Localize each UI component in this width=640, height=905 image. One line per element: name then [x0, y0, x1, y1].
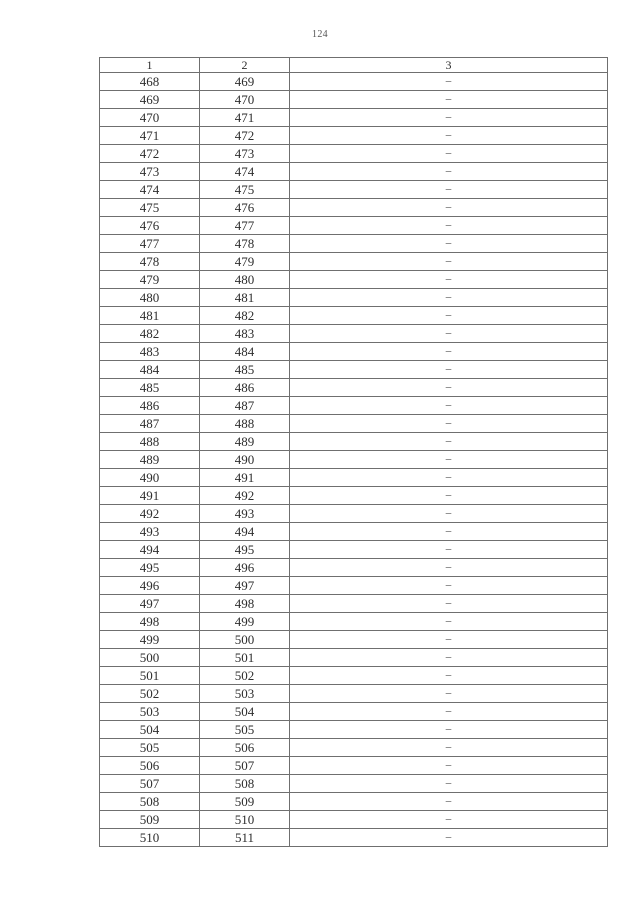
- table-cell-col1: 480: [100, 289, 200, 307]
- table-row: [100, 397, 608, 415]
- table-cell-col2: 490: [200, 451, 290, 469]
- table-row: [100, 523, 608, 541]
- table-cell-col2: 487: [200, 397, 290, 415]
- table-cell-col2: 504: [200, 703, 290, 721]
- table-row: [100, 73, 608, 91]
- table-row: [100, 91, 608, 109]
- table-cell-col1: 473: [100, 163, 200, 181]
- table-cell-col1: 507: [100, 775, 200, 793]
- table-cell-col1: 500: [100, 649, 200, 667]
- table-cell-col2: 496: [200, 559, 290, 577]
- table-cell-col1: 492: [100, 505, 200, 523]
- table-cell-col1: 485: [100, 379, 200, 397]
- table-cell-col3: –: [290, 613, 608, 631]
- table-cell-col2: 506: [200, 739, 290, 757]
- table-cell-col1: 489: [100, 451, 200, 469]
- table-cell-col3: –: [290, 163, 608, 181]
- table-cell-col2: 500: [200, 631, 290, 649]
- table-cell-col3: –: [290, 631, 608, 649]
- table-cell-col1: 478: [100, 253, 200, 271]
- column-header-2: 2: [200, 58, 290, 73]
- table-cell-col1: 474: [100, 181, 200, 199]
- table-row: [100, 775, 608, 793]
- table-cell-col2: 470: [200, 91, 290, 109]
- table-cell-col2: 505: [200, 721, 290, 739]
- table-cell-col3: –: [290, 73, 608, 91]
- table-cell-col2: 478: [200, 235, 290, 253]
- column-header-1: 1: [100, 58, 200, 73]
- table-cell-col2: 489: [200, 433, 290, 451]
- table-cell-col2: 475: [200, 181, 290, 199]
- table-row: [100, 289, 608, 307]
- table-cell-col3: –: [290, 235, 608, 253]
- table-cell-col1: 490: [100, 469, 200, 487]
- table-row: [100, 217, 608, 235]
- table-row: [100, 487, 608, 505]
- table-cell-col1: 504: [100, 721, 200, 739]
- table-cell-col2: 492: [200, 487, 290, 505]
- table-row: [100, 433, 608, 451]
- table-cell-col3: –: [290, 253, 608, 271]
- table-cell-col2: 499: [200, 613, 290, 631]
- table-cell-col2: 482: [200, 307, 290, 325]
- table-cell-col3: –: [290, 649, 608, 667]
- table-row: [100, 469, 608, 487]
- table-cell-col1: 501: [100, 667, 200, 685]
- table-cell-col3: –: [290, 739, 608, 757]
- table-cell-col3: –: [290, 523, 608, 541]
- table-cell-col3: –: [290, 721, 608, 739]
- table-cell-col1: 482: [100, 325, 200, 343]
- table-cell-col2: 479: [200, 253, 290, 271]
- table-cell-col1: 477: [100, 235, 200, 253]
- table-cell-col2: 477: [200, 217, 290, 235]
- table-cell-col2: 476: [200, 199, 290, 217]
- table-cell-col1: 509: [100, 811, 200, 829]
- table-cell-col2: 473: [200, 145, 290, 163]
- table-cell-col3: –: [290, 667, 608, 685]
- table-row: [100, 541, 608, 559]
- table-row: [100, 109, 608, 127]
- table-row: [100, 415, 608, 433]
- table-cell-col1: 505: [100, 739, 200, 757]
- table-cell-col3: –: [290, 541, 608, 559]
- table-row: [100, 739, 608, 757]
- table-row: [100, 595, 608, 613]
- table-row: [100, 325, 608, 343]
- table-cell-col3: –: [290, 775, 608, 793]
- table-cell-col1: 479: [100, 271, 200, 289]
- table-cell-col1: 506: [100, 757, 200, 775]
- table-cell-col2: 480: [200, 271, 290, 289]
- table-cell-col3: –: [290, 487, 608, 505]
- table-cell-col1: 476: [100, 217, 200, 235]
- data-table: [99, 57, 608, 847]
- table-body: [100, 73, 608, 847]
- table-row: [100, 757, 608, 775]
- table-cell-col3: –: [290, 307, 608, 325]
- table-cell-col2: 493: [200, 505, 290, 523]
- table-cell-col1: 481: [100, 307, 200, 325]
- table-cell-col3: –: [290, 127, 608, 145]
- table-cell-col2: 503: [200, 685, 290, 703]
- table-cell-col3: –: [290, 595, 608, 613]
- table-cell-col3: –: [290, 415, 608, 433]
- table-cell-col3: –: [290, 829, 608, 847]
- table-cell-col1: 488: [100, 433, 200, 451]
- table-row: [100, 559, 608, 577]
- table-cell-col2: 481: [200, 289, 290, 307]
- table-row: [100, 343, 608, 361]
- table-cell-col1: 508: [100, 793, 200, 811]
- table-row: [100, 253, 608, 271]
- table-cell-col2: 508: [200, 775, 290, 793]
- table-cell-col2: 510: [200, 811, 290, 829]
- table-cell-col3: –: [290, 433, 608, 451]
- table-row: [100, 721, 608, 739]
- table-cell-col2: 507: [200, 757, 290, 775]
- table-row: [100, 649, 608, 667]
- table-cell-col3: –: [290, 271, 608, 289]
- table-cell-col1: 493: [100, 523, 200, 541]
- table-cell-col1: 469: [100, 91, 200, 109]
- table-cell-col1: 510: [100, 829, 200, 847]
- table-cell-col2: 483: [200, 325, 290, 343]
- page-number: 124: [312, 29, 328, 40]
- table-cell-col3: –: [290, 325, 608, 343]
- table-cell-col2: 511: [200, 829, 290, 847]
- table-cell-col1: 471: [100, 127, 200, 145]
- table-cell-col3: –: [290, 451, 608, 469]
- table-cell-col3: –: [290, 811, 608, 829]
- table-cell-col1: 494: [100, 541, 200, 559]
- table-row: [100, 145, 608, 163]
- column-header-3: 3: [290, 58, 608, 73]
- table-cell-col1: 487: [100, 415, 200, 433]
- table-row: [100, 127, 608, 145]
- table-cell-col2: 474: [200, 163, 290, 181]
- table-cell-col2: 495: [200, 541, 290, 559]
- table-row: [100, 361, 608, 379]
- table-row: [100, 379, 608, 397]
- table-cell-col2: 488: [200, 415, 290, 433]
- table-row: [100, 811, 608, 829]
- table-cell-col1: 496: [100, 577, 200, 595]
- table-header-row: [100, 58, 608, 73]
- table-row: [100, 613, 608, 631]
- table-cell-col3: –: [290, 289, 608, 307]
- table-cell-col2: 509: [200, 793, 290, 811]
- table-cell-col2: 502: [200, 667, 290, 685]
- table-cell-col3: –: [290, 757, 608, 775]
- table-cell-col2: 498: [200, 595, 290, 613]
- table-row: [100, 685, 608, 703]
- table-row: [100, 577, 608, 595]
- table-row: [100, 505, 608, 523]
- table-row: [100, 163, 608, 181]
- table-cell-col2: 484: [200, 343, 290, 361]
- table-row: [100, 829, 608, 847]
- table-cell-col2: 469: [200, 73, 290, 91]
- table-cell-col2: 471: [200, 109, 290, 127]
- table-cell-col2: 485: [200, 361, 290, 379]
- table-cell-col3: –: [290, 469, 608, 487]
- table-cell-col1: 484: [100, 361, 200, 379]
- table-row: [100, 271, 608, 289]
- table-cell-col1: 503: [100, 703, 200, 721]
- table-cell-col1: 497: [100, 595, 200, 613]
- table-cell-col3: –: [290, 703, 608, 721]
- table-cell-col3: –: [290, 505, 608, 523]
- table-row: [100, 703, 608, 721]
- table-cell-col1: 491: [100, 487, 200, 505]
- table-row: [100, 793, 608, 811]
- table-cell-col2: 486: [200, 379, 290, 397]
- table-cell-col3: –: [290, 577, 608, 595]
- table-cell-col1: 486: [100, 397, 200, 415]
- table-row: [100, 235, 608, 253]
- table-cell-col3: –: [290, 559, 608, 577]
- table-row: [100, 199, 608, 217]
- table-cell-col1: 475: [100, 199, 200, 217]
- table-cell-col3: –: [290, 181, 608, 199]
- table-cell-col1: 483: [100, 343, 200, 361]
- table-row: [100, 307, 608, 325]
- table-cell-col1: 472: [100, 145, 200, 163]
- table-cell-col3: –: [290, 361, 608, 379]
- table-row: [100, 631, 608, 649]
- table-cell-col2: 501: [200, 649, 290, 667]
- table-cell-col3: –: [290, 343, 608, 361]
- table-cell-col1: 498: [100, 613, 200, 631]
- table-cell-col1: 495: [100, 559, 200, 577]
- table-row: [100, 181, 608, 199]
- table-cell-col3: –: [290, 397, 608, 415]
- table-cell-col1: 502: [100, 685, 200, 703]
- table-cell-col3: –: [290, 685, 608, 703]
- table-cell-col3: –: [290, 379, 608, 397]
- table-cell-col3: –: [290, 109, 608, 127]
- table-cell-col1: 468: [100, 73, 200, 91]
- table-row: [100, 451, 608, 469]
- table-cell-col3: –: [290, 217, 608, 235]
- table-cell-col1: 499: [100, 631, 200, 649]
- table-row: [100, 667, 608, 685]
- table-cell-col3: –: [290, 199, 608, 217]
- table-cell-col3: –: [290, 145, 608, 163]
- table-cell-col2: 472: [200, 127, 290, 145]
- table-cell-col2: 494: [200, 523, 290, 541]
- table-cell-col3: –: [290, 91, 608, 109]
- table-cell-col2: 497: [200, 577, 290, 595]
- table-cell-col2: 491: [200, 469, 290, 487]
- table-cell-col3: –: [290, 793, 608, 811]
- table-cell-col1: 470: [100, 109, 200, 127]
